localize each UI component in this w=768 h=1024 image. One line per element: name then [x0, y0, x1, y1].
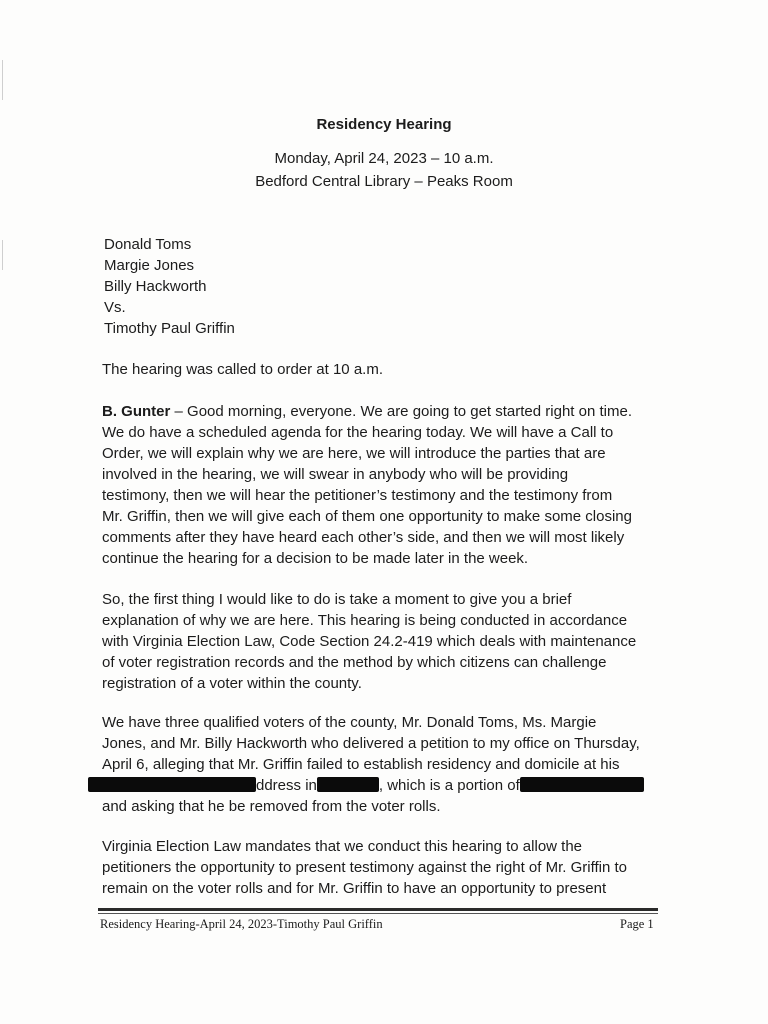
- versus-label: Vs.: [104, 299, 126, 316]
- paragraph-line: Virginia Election Law mandates that we conduct this hearing to allow the: [102, 838, 583, 855]
- hearing-date-time: Monday, April 24, 2023 – 10 a.m.: [274, 150, 494, 167]
- paragraph-line: We have three qualified voters of the county, Mr. Donald Toms, Ms. Margie: [102, 714, 597, 731]
- paragraph-line: with Virginia Election Law, Code Section 24.2-419 which deals with maintenance: [102, 633, 637, 650]
- paragraph-line: Mr. Griffin, then we will give each of them one opportunity to make some closing: [102, 508, 632, 525]
- redaction-block: [317, 777, 379, 792]
- page-number: Page 1: [620, 917, 654, 931]
- redaction-block: [88, 777, 256, 792]
- paragraph-line: [102, 775, 662, 796]
- paragraph-line: continue the hearing for a decision to be made later in the week.: [102, 550, 529, 567]
- footer-document-label: Residency Hearing-April 24, 2023-Timothy Paul Griffin: [100, 917, 383, 931]
- party-name: Billy Hackworth: [104, 278, 207, 295]
- hearing-location: Bedford Central Library – Peaks Room: [255, 173, 513, 190]
- scan-artifact: [2, 240, 3, 270]
- paragraph-line: comments after they have heard each other’s side, and then we will most likely: [102, 529, 625, 546]
- paragraph-line: testimony, then we will hear the petitioner’s testimony and the testimony from: [102, 487, 613, 504]
- line-text: – Good morning, everyone. We are going to get started right on time.: [170, 403, 632, 420]
- paragraph-line: involved in the hearing, we will swear in anybody who will be providing: [102, 466, 569, 483]
- scan-artifact: [2, 60, 3, 100]
- gunter-statement-paragraph: [102, 401, 662, 569]
- paragraph-line: explanation of why we are here. This hearing is being conducted in accordance: [102, 612, 628, 629]
- line-text: , which is a portion of: [378, 777, 520, 794]
- paragraph-line: remain on the voter rolls and for Mr. Griffin to have an opportunity to present: [102, 880, 607, 897]
- call-to-order-paragraph: [102, 359, 662, 380]
- paragraph-line: So, the first thing I would like to do is take a moment to give you a brief: [102, 591, 572, 608]
- paragraph-line: petitioners the opportunity to present testimony against the right of Mr. Griffin to: [102, 859, 627, 876]
- redaction-block: [520, 777, 644, 792]
- paragraph-line: and asking that he be removed from the voter rolls.: [102, 798, 441, 815]
- explanation-paragraph: [102, 589, 662, 694]
- party-name: Timothy Paul Griffin: [104, 320, 235, 337]
- line-text: ddress in: [256, 777, 317, 794]
- parties-list: [104, 234, 235, 339]
- election-law-paragraph: [102, 836, 662, 899]
- petition-paragraph: [102, 712, 662, 817]
- party-name: Donald Toms: [104, 236, 192, 253]
- footer-divider: [98, 908, 658, 911]
- paragraph-line: The hearing was called to order at 10 a.m.: [102, 361, 383, 378]
- paragraph-line: of voter registration records and the method by which citizens can challenge: [102, 654, 607, 671]
- paragraph-line: Jones, and Mr. Billy Hackworth who delivered a petition to my office on Thursday,: [102, 735, 640, 752]
- paragraph-line: April 6, alleging that Mr. Griffin failed to establish residency and domicile at his: [102, 756, 620, 773]
- paragraph-line: [102, 401, 662, 422]
- document-title: Residency Hearing: [316, 116, 452, 133]
- paragraph-line: Order, we will explain why we are here, we will introduce the parties that are: [102, 445, 606, 462]
- footer-divider: [98, 913, 658, 914]
- paragraph-line: We do have a scheduled agenda for the hearing today. We will have a Call to: [102, 424, 614, 441]
- paragraph-line: registration of a voter within the county.: [102, 675, 362, 692]
- party-name: Margie Jones: [104, 257, 195, 274]
- speaker-name: B. Gunter: [102, 403, 171, 420]
